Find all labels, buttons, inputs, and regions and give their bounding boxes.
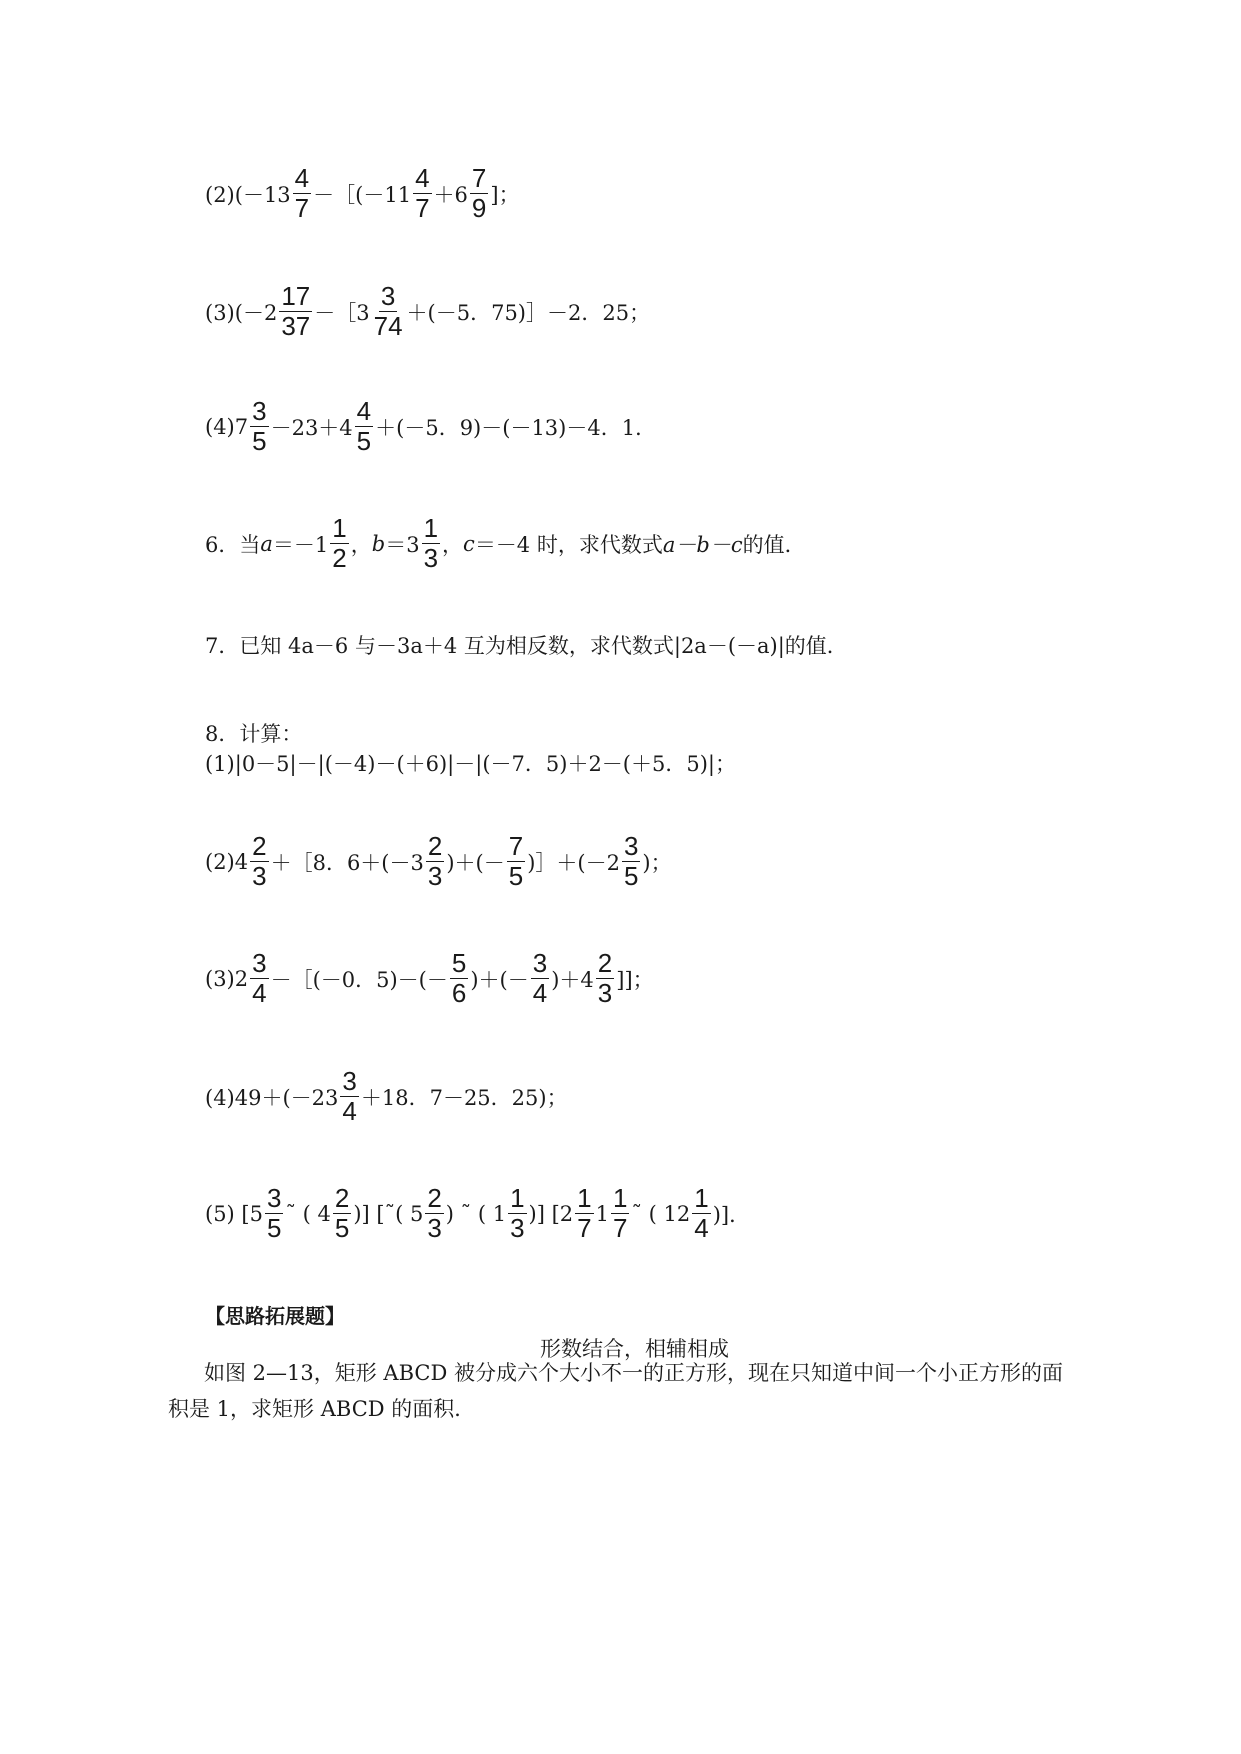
text: ˜ ( 4 (285, 1201, 331, 1226)
q8-part4 (205, 1068, 568, 1126)
text: (5) [5 (205, 1201, 263, 1226)
text: (2)(－13 (205, 182, 291, 207)
fraction: $\frac{1}{2}$ (332, 513, 347, 574)
variable: a (260, 531, 273, 556)
fraction: $\frac{3}{5}$ (266, 1183, 282, 1244)
fraction: $\frac{7}{5}$ (508, 831, 524, 892)
fraction: $\frac{2}{3}$ (252, 831, 267, 892)
fraction: $\frac{3}{4}$ (532, 948, 548, 1009)
fraction: $\frac{1}{7}$ (577, 1183, 592, 1244)
fraction: $\frac{4}{7}$ (415, 163, 430, 224)
text: )]． (712, 1202, 751, 1227)
text: (4)49＋(－23 (205, 1085, 339, 1110)
text: ， (442, 532, 464, 557)
text: 的值． (742, 532, 806, 557)
q8-part3 (205, 950, 654, 1008)
text: (4)7 (205, 414, 249, 439)
text: ＝－1 (272, 532, 329, 557)
fraction: $\frac{2}{3}$ (427, 1183, 442, 1244)
text: －23＋4 (270, 415, 353, 440)
fraction: $\frac{4}{7}$ (294, 163, 310, 224)
fraction: $\frac{1}{3}$ (510, 1183, 525, 1244)
fraction: $\frac{3}{4}$ (342, 1066, 357, 1127)
text: ＋(－5．75)］－2．25； (406, 300, 651, 325)
fraction: $\frac{3}{5}$ (252, 396, 267, 457)
text: ＋(－5．9)－(－13)－4．1． (375, 415, 657, 440)
question-8-title (205, 718, 302, 748)
fraction: $\frac{3}{5}$ (623, 831, 639, 892)
expression: a－b－c (662, 532, 743, 557)
text: )＋4 (551, 967, 594, 992)
text: ＋［8．6＋(－3 (270, 850, 424, 875)
q8-part5 (205, 1185, 750, 1243)
question-title: 8．计算： (205, 722, 303, 746)
fraction: $\frac{4}{5}$ (356, 396, 372, 457)
section-subtitle: 形数结合，相辅相成 (540, 1337, 729, 1361)
variable: b (371, 531, 386, 556)
q5-part3 (205, 283, 650, 341)
text: )] [˜( 5 (353, 1201, 424, 1226)
text: ]； (490, 182, 520, 207)
text: (1)|0－5|－|(－4)－(＋6)|－|(－7．5)＋2－(＋5．5)|； (205, 752, 736, 776)
question-text: 7．已知 4a－6 与－3a＋4 互为相反数，求代数式|2a－(－a)|的值． (205, 634, 848, 658)
text: )； (642, 850, 672, 875)
q8-part2 (205, 833, 672, 891)
fraction: $\frac{7}{9}$ (471, 163, 487, 224)
question-6 (205, 515, 806, 573)
text: －［(－11 (313, 182, 412, 207)
text: －［(－0．5)－(－ (270, 967, 448, 992)
text: (3)2 (205, 966, 249, 991)
text: )＋(－ (470, 967, 529, 992)
q8-part1 (205, 748, 736, 778)
fraction: $\frac{5}{6}$ (451, 948, 467, 1009)
text: (3)(－2 (205, 300, 278, 325)
text: )］＋(－2 (527, 850, 620, 875)
section-heading: 【思路拓展题】 (205, 1304, 345, 1328)
text: ) ˜ ( 1 (445, 1201, 507, 1226)
q5-part4 (205, 398, 656, 456)
fraction: $\frac{17}{37}$ (281, 281, 311, 342)
text: )] [2 (528, 1201, 574, 1226)
fraction: $\frac{1}{7}$ (613, 1183, 628, 1244)
text: ＝－4 时，求代数式 (474, 532, 663, 557)
text: 1 (595, 1201, 609, 1226)
fraction: $\frac{3}{74}$ (373, 281, 403, 342)
text: (2)4 (205, 849, 249, 874)
text: 6．当 (205, 532, 261, 557)
fraction: $\frac{1}{4}$ (694, 1183, 709, 1244)
q5-part2 (205, 165, 520, 223)
problem-paragraph: 如图 2—13，矩形 ABCD 被分成六个大小不一的正方形，现在只知道中间一个小正方形的面积是 1，求矩形 ABCD 的面积． (168, 1361, 1063, 1421)
variable: c (463, 531, 475, 556)
text: ＋6 (433, 182, 468, 207)
fraction: $\frac{2}{3}$ (427, 831, 443, 892)
fraction: $\frac{2}{5}$ (334, 1183, 350, 1244)
question-7 (205, 630, 848, 660)
text: ]]； (616, 967, 654, 992)
text: ， (350, 532, 372, 557)
fraction: $\frac{1}{3}$ (423, 513, 439, 574)
text: ˜ ( 12 (631, 1201, 691, 1226)
text: )＋(－ (446, 850, 505, 875)
fraction: $\frac{3}{4}$ (252, 948, 267, 1009)
fraction: $\frac{2}{3}$ (597, 948, 613, 1009)
text: －［3 (314, 300, 370, 325)
text: ＝3 (385, 532, 420, 557)
text: ＋18．7－25．25)； (360, 1085, 568, 1110)
